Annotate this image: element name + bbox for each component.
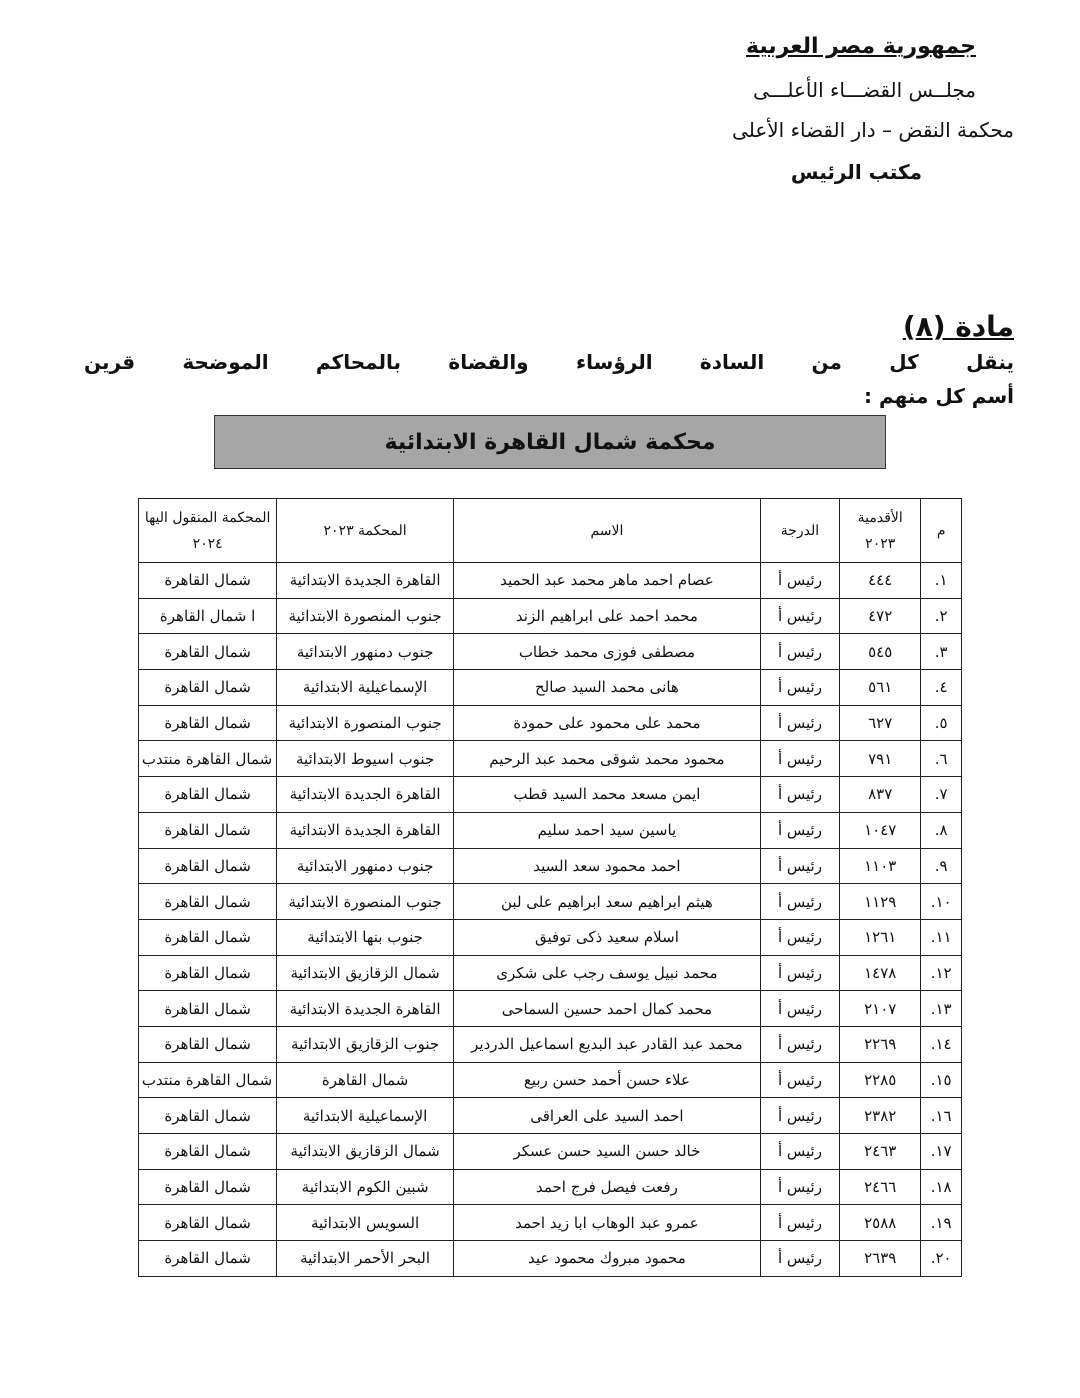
col-header-num: م: [921, 499, 962, 563]
cell-destination: شمال القاهرة: [139, 919, 277, 955]
cell-degree: رئيس أ: [760, 1062, 839, 1098]
cell-destination: شمال القاهرة: [139, 670, 277, 706]
cell-degree: رئيس أ: [760, 1205, 839, 1241]
cell-seniority: ٢٣٨٢: [840, 1098, 921, 1134]
cell-name: علاء حسن أحمد حسن ربيع: [453, 1062, 760, 1098]
cell-degree: رئيس أ: [760, 705, 839, 741]
cell-destination: شمال القاهرة: [139, 1026, 277, 1062]
cell-court: جنوب المنصورة الابتدائية: [277, 705, 454, 741]
table-row: [139, 1134, 962, 1170]
table-row: [139, 848, 962, 884]
cell-name: محمد على محمود على حمودة: [453, 705, 760, 741]
cell-name: محمد نبيل يوسف رجب على شكرى: [453, 955, 760, 991]
col-header-court: المحكمة ٢٠٢٣: [277, 499, 454, 563]
cell-court: شمال القاهرة: [277, 1062, 454, 1098]
cell-name: محمود مبروك محمود عيد: [453, 1241, 760, 1277]
table-row: [139, 1169, 962, 1205]
cell-num: ٨.: [921, 812, 962, 848]
article-intro-line2: أسم كل منهم :: [863, 384, 1014, 408]
cell-destination: شمال القاهرة: [139, 777, 277, 813]
cell-seniority: ٤٧٢: [840, 598, 921, 634]
cell-name: محمد كمال احمد حسين السماحى: [453, 991, 760, 1027]
cell-court: القاهرة الجديدة الابتدائية: [277, 812, 454, 848]
cell-seniority: ٧٩١: [840, 741, 921, 777]
cell-degree: رئيس أ: [760, 741, 839, 777]
cell-degree: رئيس أ: [760, 1026, 839, 1062]
table-row: [139, 1241, 962, 1277]
cell-seniority: ٢٤٦٦: [840, 1169, 921, 1205]
cell-seniority: ١٤٧٨: [840, 955, 921, 991]
cell-seniority: ٢٥٨٨: [840, 1205, 921, 1241]
cell-destination: شمال القاهرة: [139, 1098, 277, 1134]
cell-seniority: ١٠٤٧: [840, 812, 921, 848]
cell-seniority: ٢١٠٧: [840, 991, 921, 1027]
cell-degree: رئيس أ: [760, 1134, 839, 1170]
cell-degree: رئيس أ: [760, 1169, 839, 1205]
cell-name: ياسين سيد احمد سليم: [453, 812, 760, 848]
cell-destination: شمال القاهرة منتدب: [139, 741, 277, 777]
cell-destination: شمال القاهرة: [139, 563, 277, 599]
cell-num: ٢٠.: [921, 1241, 962, 1277]
cell-destination: شمال القاهرة: [139, 1241, 277, 1277]
cell-degree: رئيس أ: [760, 670, 839, 706]
cell-name: احمد السيد على العراقى: [453, 1098, 760, 1134]
cell-seniority: ٦٢٧: [840, 705, 921, 741]
cell-destination: شمال القاهرة: [139, 884, 277, 920]
cell-name: مصطفى فوزى محمد خطاب: [453, 634, 760, 670]
cell-seniority: ٤٤٤: [840, 563, 921, 599]
cell-num: ٧.: [921, 777, 962, 813]
cell-num: ١٧.: [921, 1134, 962, 1170]
cell-degree: رئيس أ: [760, 598, 839, 634]
col-header-destination: المحكمة المنقول اليها ٢٠٢٤: [139, 499, 277, 563]
table-row: [139, 884, 962, 920]
cell-court: القاهرة الجديدة الابتدائية: [277, 563, 454, 599]
cell-name: محمود محمد شوقى محمد عبد الرحيم: [453, 741, 760, 777]
cell-num: ٤.: [921, 670, 962, 706]
table-row: [139, 1026, 962, 1062]
header-council: مجلــس القضـــاء الأعلـــى: [753, 78, 976, 102]
table-row: [139, 705, 962, 741]
cell-seniority: ٥٤٥: [840, 634, 921, 670]
table-row: [139, 991, 962, 1027]
cell-court: جنوب الزقازيق الابتدائية: [277, 1026, 454, 1062]
cell-degree: رئيس أ: [760, 919, 839, 955]
cell-num: ٢.: [921, 598, 962, 634]
cell-degree: رئيس أ: [760, 1241, 839, 1277]
cell-destination: شمال القاهرة: [139, 955, 277, 991]
cell-degree: رئيس أ: [760, 777, 839, 813]
table-row: [139, 1062, 962, 1098]
cell-seniority: ٢٤٦٣: [840, 1134, 921, 1170]
cell-num: ١٥.: [921, 1062, 962, 1098]
cell-destination: شمال القاهرة: [139, 812, 277, 848]
cell-court: شمال الزقازيق الابتدائية: [277, 1134, 454, 1170]
cell-degree: رئيس أ: [760, 955, 839, 991]
cell-num: ١٣.: [921, 991, 962, 1027]
cell-name: هيثم ابراهيم سعد ابراهيم على لبن: [453, 884, 760, 920]
table-row: [139, 955, 962, 991]
col-header-name: الاسم: [453, 499, 760, 563]
cell-degree: رئيس أ: [760, 634, 839, 670]
cell-degree: رئيس أ: [760, 848, 839, 884]
header-office: مكتب الرئيس: [790, 160, 922, 184]
cell-court: جنوب المنصورة الابتدائية: [277, 884, 454, 920]
cell-court: جنوب دمنهور الابتدائية: [277, 848, 454, 884]
table-header-row: [139, 499, 962, 563]
table-row: [139, 634, 962, 670]
table-row: [139, 919, 962, 955]
transfer-table: [138, 498, 962, 1277]
article-intro-line1: ينقل كل من السادة الرؤساء والقضاة بالمحاكم الموضحة قرين: [84, 350, 1014, 374]
table-body: [139, 563, 962, 1277]
cell-destination: ا شمال القاهرة: [139, 598, 277, 634]
cell-degree: رئيس أ: [760, 563, 839, 599]
cell-destination: شمال القاهرة: [139, 634, 277, 670]
cell-seniority: ١١٢٩: [840, 884, 921, 920]
cell-court: الإسماعيلية الابتدائية: [277, 670, 454, 706]
cell-destination: شمال القاهرة منتدب: [139, 1062, 277, 1098]
cell-num: ١٨.: [921, 1169, 962, 1205]
cell-court: جنوب دمنهور الابتدائية: [277, 634, 454, 670]
court-heading: محكمة شمال القاهرة الابتدائية: [384, 429, 716, 455]
table-row: [139, 1098, 962, 1134]
cell-seniority: ٨٣٧: [840, 777, 921, 813]
cell-destination: شمال القاهرة: [139, 1134, 277, 1170]
cell-court: جنوب اسيوط الابتدائية: [277, 741, 454, 777]
cell-degree: رئيس أ: [760, 1098, 839, 1134]
cell-name: هانى محمد السيد صالح: [453, 670, 760, 706]
cell-num: ٣.: [921, 634, 962, 670]
table-row: [139, 598, 962, 634]
cell-num: ٩.: [921, 848, 962, 884]
cell-name: احمد محمود سعد السيد: [453, 848, 760, 884]
cell-destination: شمال القاهرة: [139, 1205, 277, 1241]
cell-name: عصام احمد ماهر محمد عبد الحميد: [453, 563, 760, 599]
cell-name: محمد عبد القادر عبد البديع اسماعيل الدردير: [453, 1026, 760, 1062]
article-title: مادة (٨): [902, 310, 1014, 343]
cell-name: عمرو عبد الوهاب ابا زيد احمد: [453, 1205, 760, 1241]
cell-seniority: ٢٢٦٩: [840, 1026, 921, 1062]
cell-num: ١٤.: [921, 1026, 962, 1062]
cell-name: ايمن مسعد محمد السيد قطب: [453, 777, 760, 813]
cell-num: ١٠.: [921, 884, 962, 920]
cell-court: القاهرة الجديدة الابتدائية: [277, 777, 454, 813]
cell-degree: رئيس أ: [760, 812, 839, 848]
header-court: محكمة النقض – دار القضاء الأعلى: [732, 118, 1014, 142]
cell-seniority: ١١٠٣: [840, 848, 921, 884]
cell-seniority: ٥٦١: [840, 670, 921, 706]
cell-degree: رئيس أ: [760, 884, 839, 920]
cell-num: ١٩.: [921, 1205, 962, 1241]
table-row: [139, 741, 962, 777]
cell-destination: شمال القاهرة: [139, 705, 277, 741]
cell-court: جنوب بنها الابتدائية: [277, 919, 454, 955]
table-row: [139, 563, 962, 599]
cell-num: ٦.: [921, 741, 962, 777]
cell-destination: شمال القاهرة: [139, 848, 277, 884]
cell-court: البحر الأحمر الابتدائية: [277, 1241, 454, 1277]
cell-court: الإسماعيلية الابتدائية: [277, 1098, 454, 1134]
cell-name: رفعت فيصل فرج احمد: [453, 1169, 760, 1205]
header-country: جمهورية مصر العربية: [746, 34, 976, 59]
cell-court: شبين الكوم الابتدائية: [277, 1169, 454, 1205]
cell-destination: شمال القاهرة: [139, 1169, 277, 1205]
cell-court: جنوب المنصورة الابتدائية: [277, 598, 454, 634]
cell-num: ١١.: [921, 919, 962, 955]
table-row: [139, 1205, 962, 1241]
cell-num: ٥.: [921, 705, 962, 741]
cell-name: خالد حسن السيد حسن عسكر: [453, 1134, 760, 1170]
cell-name: محمد احمد على ابراهيم الزند: [453, 598, 760, 634]
cell-seniority: ١٢٦١: [840, 919, 921, 955]
cell-name: اسلام سعيد ذكى توفيق: [453, 919, 760, 955]
cell-num: ١٦.: [921, 1098, 962, 1134]
cell-seniority: ٢٦٣٩: [840, 1241, 921, 1277]
table-row: [139, 670, 962, 706]
cell-court: القاهرة الجديدة الابتدائية: [277, 991, 454, 1027]
cell-degree: رئيس أ: [760, 991, 839, 1027]
table-row: [139, 812, 962, 848]
cell-seniority: ٢٢٨٥: [840, 1062, 921, 1098]
cell-court: شمال الزقازيق الابتدائية: [277, 955, 454, 991]
col-header-degree: الدرجة: [760, 499, 839, 563]
table-row: [139, 777, 962, 813]
cell-num: ١٢.: [921, 955, 962, 991]
cell-court: السويس الابتدائية: [277, 1205, 454, 1241]
court-heading-box: [214, 415, 886, 469]
col-header-seniority: الأقدمية ٢٠٢٣: [840, 499, 921, 563]
cell-num: ١.: [921, 563, 962, 599]
cell-destination: شمال القاهرة: [139, 991, 277, 1027]
